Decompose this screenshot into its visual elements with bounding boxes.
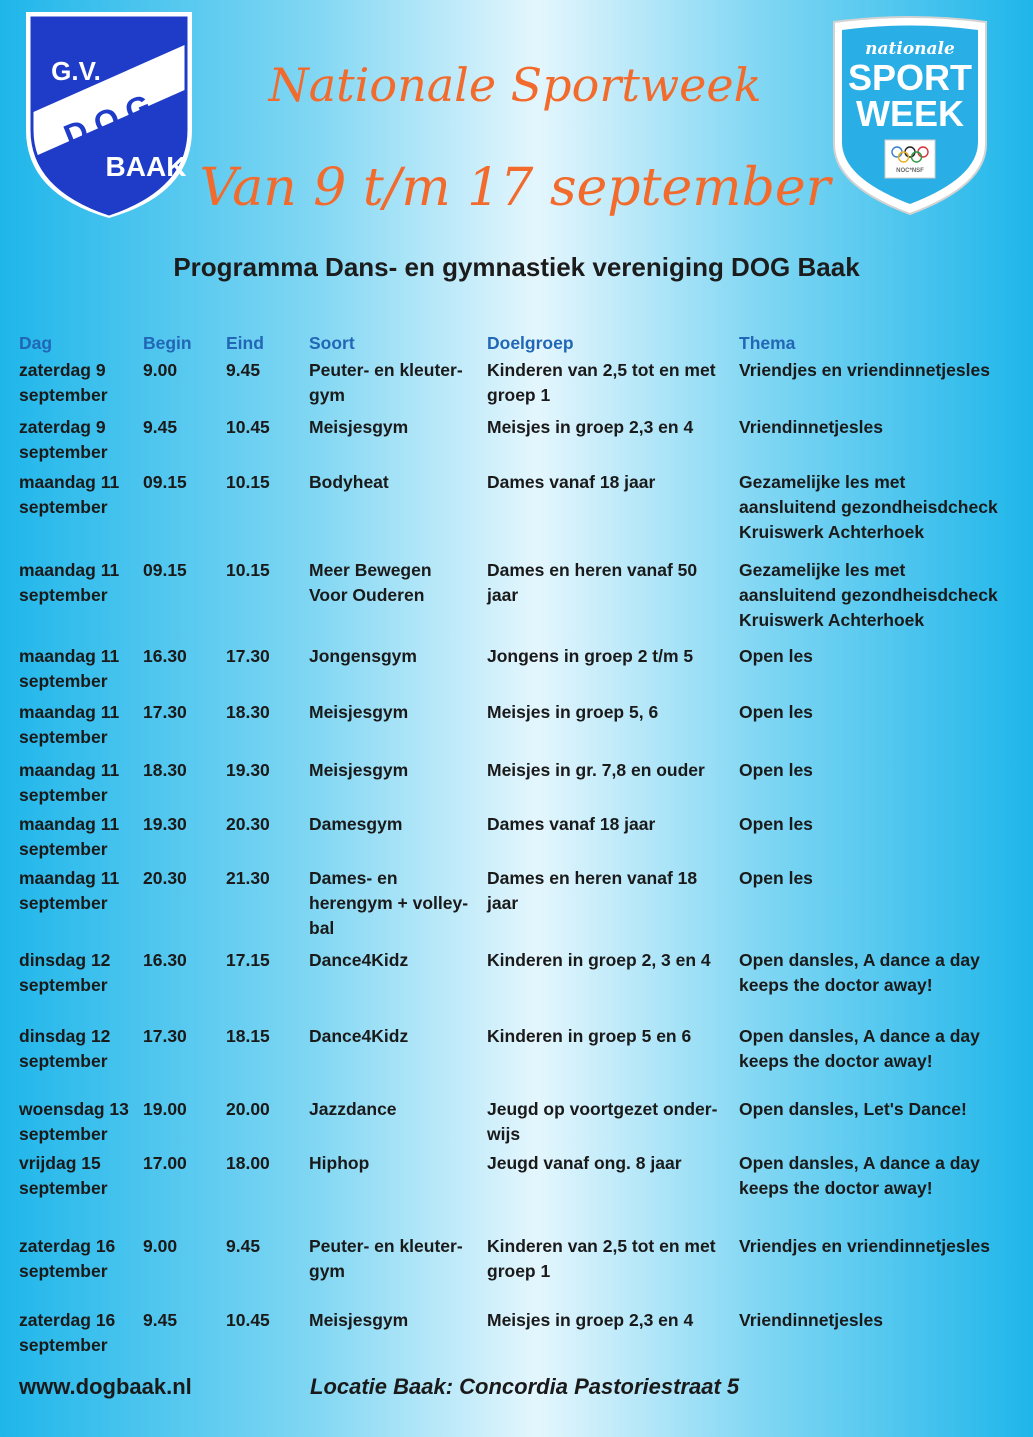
- cell-soort-line: Voor Ouderen: [309, 585, 425, 605]
- cell-thema-line: Open dansles, Let's Dance!: [739, 1099, 967, 1119]
- cell-dag: [19, 758, 143, 812]
- cell-thema-line: Kruiswerk Achterhoek: [739, 610, 925, 630]
- cell-doelgroep-line: Jeugd op voortgezet onder-: [487, 1099, 718, 1119]
- column-header-doelgroep: Doelgroep: [487, 333, 574, 353]
- cell-dag: [19, 1151, 143, 1234]
- cell-soort-line: Meisjesgym: [309, 760, 409, 780]
- cell-thema-line: Gezamelijke les met: [739, 560, 906, 580]
- badge-text-nocnsf: NOC*NSF: [896, 168, 924, 174]
- cell-eind: 18.30: [226, 702, 270, 722]
- cell-dag-line: maandag 11: [19, 646, 120, 666]
- cell-dag-line: zaterdag 9: [19, 360, 106, 380]
- cell-soort: [309, 812, 487, 866]
- cell-dag: [19, 700, 143, 758]
- cell-thema-line: Vriendjes en vriendinnetjesles: [739, 360, 990, 380]
- cell-soort-line: Peuter- en kleuter-: [309, 360, 463, 380]
- cell-soort-line: Damesgym: [309, 814, 403, 834]
- cell-eind: 17.15: [226, 950, 270, 970]
- cell-soort: [309, 1308, 487, 1364]
- schedule-table: [19, 331, 1019, 1364]
- cell-dag-line: september: [19, 975, 108, 995]
- cell-soort: [309, 700, 487, 758]
- cell-soort: [309, 948, 487, 1024]
- cell-doelgroep: [487, 1024, 739, 1097]
- cell-soort-line: Jongensgym: [309, 646, 417, 666]
- schedule-body: [19, 358, 1019, 1364]
- cell-thema: [739, 1097, 1019, 1151]
- cell-eind: 9.45: [226, 1236, 261, 1256]
- cell-begin: 9.00: [143, 360, 178, 380]
- table-row: [19, 558, 1019, 644]
- cell-soort-line: gym: [309, 1261, 345, 1281]
- cell-thema: [739, 812, 1019, 866]
- cell-thema-line: Vriendinnetjesles: [739, 417, 883, 437]
- cell-soort-line: Peuter- en kleuter-: [309, 1236, 463, 1256]
- table-row: [19, 758, 1019, 812]
- cell-thema-line: Kruiswerk Achterhoek: [739, 522, 925, 542]
- cell-eind: 20.30: [226, 814, 270, 834]
- cell-doelgroep: [487, 558, 739, 644]
- cell-begin: 20.30: [143, 868, 187, 888]
- cell-soort-line: bal: [309, 918, 335, 938]
- cell-eind: 17.30: [226, 646, 270, 666]
- cell-eind: 10.45: [226, 417, 270, 437]
- cell-eind: 19.30: [226, 760, 270, 780]
- cell-thema: [739, 866, 1019, 948]
- cell-doelgroep: [487, 812, 739, 866]
- column-header-dag: Dag: [19, 333, 53, 353]
- cell-doelgroep-line: jaar: [487, 585, 519, 605]
- cell-thema-line: Open dansles, A dance a day: [739, 1026, 980, 1046]
- cell-soort-line: Dance4Kidz: [309, 950, 409, 970]
- cell-dag-line: september: [19, 785, 108, 805]
- cell-soort: [309, 1234, 487, 1308]
- cell-doelgroep-line: groep 1: [487, 385, 551, 405]
- cell-thema: [739, 644, 1019, 700]
- cell-dag-line: september: [19, 497, 108, 517]
- cell-soort-line: Bodyheat: [309, 472, 389, 492]
- table-row: [19, 415, 1019, 470]
- column-header-eind: Eind: [226, 333, 264, 353]
- cell-doelgroep-line: wijs: [487, 1124, 521, 1144]
- cell-soort-line: Hiphop: [309, 1153, 370, 1173]
- cell-soort: [309, 758, 487, 812]
- cell-dag-line: september: [19, 1124, 108, 1144]
- cell-thema-line: Open les: [739, 814, 813, 834]
- table-row: [19, 1024, 1019, 1097]
- cell-dag: [19, 1234, 143, 1308]
- cell-doelgroep-line: Dames vanaf 18 jaar: [487, 814, 656, 834]
- cell-dag: [19, 812, 143, 866]
- cell-soort-line: herengym + volley-: [309, 893, 469, 913]
- logo-text-dog: D.O.G.: [58, 83, 165, 155]
- table-row: [19, 470, 1019, 558]
- cell-dag-line: september: [19, 385, 108, 405]
- cell-dag-line: september: [19, 1178, 108, 1198]
- cell-thema-line: Vriendjes en vriendinnetjesles: [739, 1236, 990, 1256]
- dog-baak-logo: [22, 12, 196, 218]
- cell-dag: [19, 415, 143, 470]
- cell-dag-line: september: [19, 839, 108, 859]
- nationale-sportweek-logo: [830, 16, 990, 216]
- cell-dag: [19, 1308, 143, 1364]
- program-subtitle: Programma Dans- en gymnastiek vereniging DOG Baak: [173, 252, 860, 282]
- cell-doelgroep-line: Jongens in groep 2 t/m 5: [487, 646, 694, 666]
- column-header-begin: Begin: [143, 333, 192, 353]
- cell-doelgroep-line: Dames vanaf 18 jaar: [487, 472, 656, 492]
- cell-doelgroep: [487, 866, 739, 948]
- cell-dag-line: maandag 11: [19, 560, 120, 580]
- cell-soort-line: Dames- en: [309, 868, 398, 888]
- cell-dag-line: woensdag 13: [19, 1099, 129, 1119]
- cell-soort: [309, 1024, 487, 1097]
- cell-doelgroep-line: Meisjes in groep 5, 6: [487, 702, 659, 722]
- cell-dag-line: september: [19, 1261, 108, 1281]
- cell-thema-line: keeps the doctor away!: [739, 1051, 933, 1071]
- cell-eind: 10.15: [226, 560, 270, 580]
- table-row: [19, 700, 1019, 758]
- cell-thema: [739, 358, 1019, 415]
- cell-dag-line: zaterdag 9: [19, 417, 106, 437]
- cell-dag: [19, 948, 143, 1024]
- cell-doelgroep-line: groep 1: [487, 1261, 551, 1281]
- cell-doelgroep: [487, 470, 739, 558]
- cell-doelgroep: [487, 1234, 739, 1308]
- cell-dag-line: maandag 11: [19, 760, 120, 780]
- cell-soort-line: Jazzdance: [309, 1099, 397, 1119]
- cell-doelgroep: [487, 644, 739, 700]
- cell-begin: 19.00: [143, 1099, 187, 1119]
- cell-doelgroep: [487, 1097, 739, 1151]
- cell-dag-line: september: [19, 585, 108, 605]
- cell-eind: 20.00: [226, 1099, 270, 1119]
- cell-doelgroep: [487, 358, 739, 415]
- cell-thema: [739, 948, 1019, 1024]
- cell-soort: [309, 1151, 487, 1234]
- cell-begin: 17.30: [143, 702, 187, 722]
- cell-dag-line: maandag 11: [19, 868, 120, 888]
- cell-thema-line: Open dansles, A dance a day: [739, 950, 980, 970]
- cell-doelgroep: [487, 1151, 739, 1234]
- cell-doelgroep-line: Dames en heren vanaf 50: [487, 560, 698, 580]
- cell-soort-line: Meisjesgym: [309, 1310, 409, 1330]
- badge-text-week: WEEK: [856, 93, 964, 134]
- cell-dag-line: zaterdag 16: [19, 1310, 116, 1330]
- cell-eind: 21.30: [226, 868, 270, 888]
- cell-thema: [739, 470, 1019, 558]
- cell-begin: 09.15: [143, 472, 187, 492]
- cell-begin: 9.00: [143, 1236, 178, 1256]
- cell-doelgroep-line: jaar: [487, 893, 519, 913]
- cell-dag: [19, 470, 143, 558]
- cell-soort-line: gym: [309, 385, 345, 405]
- cell-dag: [19, 1097, 143, 1151]
- table-row: [19, 812, 1019, 866]
- column-header-soort: Soort: [309, 333, 355, 353]
- cell-dag-line: september: [19, 893, 108, 913]
- cell-doelgroep: [487, 415, 739, 470]
- cell-thema-line: Open les: [739, 646, 813, 666]
- cell-dag-line: dinsdag 12: [19, 1026, 111, 1046]
- cell-thema-line: Open les: [739, 868, 813, 888]
- cell-soort: [309, 1097, 487, 1151]
- cell-doelgroep: [487, 948, 739, 1024]
- cell-soort: [309, 470, 487, 558]
- cell-begin: 9.45: [143, 417, 178, 437]
- cell-thema: [739, 1308, 1019, 1364]
- cell-doelgroep-line: Kinderen in groep 5 en 6: [487, 1026, 692, 1046]
- cell-doelgroep: [487, 700, 739, 758]
- column-header-thema: Thema: [739, 333, 796, 353]
- cell-soort-line: Meisjesgym: [309, 417, 409, 437]
- cell-thema: [739, 415, 1019, 470]
- cell-thema-line: aansluitend gezondheisdcheck: [739, 497, 998, 517]
- cell-begin: 16.30: [143, 646, 187, 666]
- cell-soort: [309, 866, 487, 948]
- cell-begin: 17.30: [143, 1026, 187, 1046]
- table-row: [19, 1234, 1019, 1308]
- table-row: [19, 1308, 1019, 1364]
- cell-eind: 9.45: [226, 360, 261, 380]
- location-text: Locatie Baak: Concordia Pastoriestraat 5: [310, 1374, 740, 1399]
- cell-begin: 17.00: [143, 1153, 187, 1173]
- cell-soort-line: Dance4Kidz: [309, 1026, 409, 1046]
- cell-dag-line: maandag 11: [19, 702, 120, 722]
- cell-doelgroep-line: Meisjes in groep 2,3 en 4: [487, 1310, 694, 1330]
- cell-dag-line: vrijdag 15: [19, 1153, 101, 1173]
- cell-dag-line: september: [19, 671, 108, 691]
- cell-begin: 18.30: [143, 760, 187, 780]
- cell-dag-line: zaterdag 16: [19, 1236, 116, 1256]
- cell-thema: [739, 1024, 1019, 1097]
- table-row: [19, 866, 1019, 948]
- cell-begin: 09.15: [143, 560, 187, 580]
- cell-thema: [739, 758, 1019, 812]
- cell-doelgroep: [487, 1308, 739, 1364]
- table-row: [19, 358, 1019, 415]
- badge-text-nationale: nationale: [865, 39, 955, 59]
- cell-dag-line: september: [19, 1335, 108, 1355]
- cell-thema: [739, 558, 1019, 644]
- logo-text-gv: G.V.: [51, 56, 101, 86]
- table-row: [19, 1151, 1019, 1234]
- cell-dag-line: september: [19, 1051, 108, 1071]
- cell-thema: [739, 1234, 1019, 1308]
- cell-dag: [19, 644, 143, 700]
- logo-text-baak: BAAK: [105, 151, 187, 182]
- cell-doelgroep-line: Jeugd vanaf ong. 8 jaar: [487, 1153, 682, 1173]
- cell-thema-line: keeps the doctor away!: [739, 1178, 933, 1198]
- cell-soort: [309, 415, 487, 470]
- badge-text-sport: SPORT: [847, 57, 973, 98]
- cell-doelgroep-line: Kinderen van 2,5 tot en met: [487, 1236, 716, 1256]
- cell-begin: 16.30: [143, 950, 187, 970]
- cell-thema-line: keeps the doctor away!: [739, 975, 933, 995]
- page-title: Nationale Sportweek: [268, 58, 762, 112]
- cell-thema: [739, 1151, 1019, 1234]
- cell-soort-line: Meisjesgym: [309, 702, 409, 722]
- cell-dag: [19, 358, 143, 415]
- cell-dag: [19, 1024, 143, 1097]
- event-dates: Van 9 t/m 17 september: [199, 158, 831, 218]
- cell-eind: 10.45: [226, 1310, 270, 1330]
- cell-dag: [19, 558, 143, 644]
- cell-thema-line: Gezamelijke les met: [739, 472, 906, 492]
- cell-doelgroep: [487, 758, 739, 812]
- cell-thema-line: Open les: [739, 760, 813, 780]
- cell-dag-line: dinsdag 12: [19, 950, 111, 970]
- cell-soort: [309, 558, 487, 644]
- cell-doelgroep-line: Meisjes in gr. 7,8 en ouder: [487, 760, 705, 780]
- cell-doelgroep-line: Kinderen van 2,5 tot en met: [487, 360, 716, 380]
- cell-dag-line: maandag 11: [19, 472, 120, 492]
- cell-soort-line: Meer Bewegen: [309, 560, 432, 580]
- table-row: [19, 948, 1019, 1024]
- cell-begin: 19.30: [143, 814, 187, 834]
- table-row: [19, 644, 1019, 700]
- cell-thema-line: aansluitend gezondheisdcheck: [739, 585, 998, 605]
- cell-dag-line: maandag 11: [19, 814, 120, 834]
- cell-doelgroep-line: Kinderen in groep 2, 3 en 4: [487, 950, 711, 970]
- table-header-row: [19, 331, 1019, 358]
- cell-dag: [19, 866, 143, 948]
- cell-thema: [739, 700, 1019, 758]
- cell-thema-line: Vriendinnetjesles: [739, 1310, 883, 1330]
- cell-dag-line: september: [19, 442, 108, 462]
- table-row: [19, 1097, 1019, 1151]
- cell-doelgroep-line: Meisjes in groep 2,3 en 4: [487, 417, 694, 437]
- cell-eind: 18.15: [226, 1026, 270, 1046]
- website-url: www.dogbaak.nl: [19, 1374, 192, 1399]
- cell-eind: 18.00: [226, 1153, 270, 1173]
- cell-thema-line: Open dansles, A dance a day: [739, 1153, 980, 1173]
- cell-dag-line: september: [19, 727, 108, 747]
- cell-soort: [309, 358, 487, 415]
- cell-doelgroep-line: Dames en heren vanaf 18: [487, 868, 698, 888]
- cell-thema-line: Open les: [739, 702, 813, 722]
- cell-begin: 9.45: [143, 1310, 178, 1330]
- cell-eind: 10.15: [226, 472, 270, 492]
- cell-soort: [309, 644, 487, 700]
